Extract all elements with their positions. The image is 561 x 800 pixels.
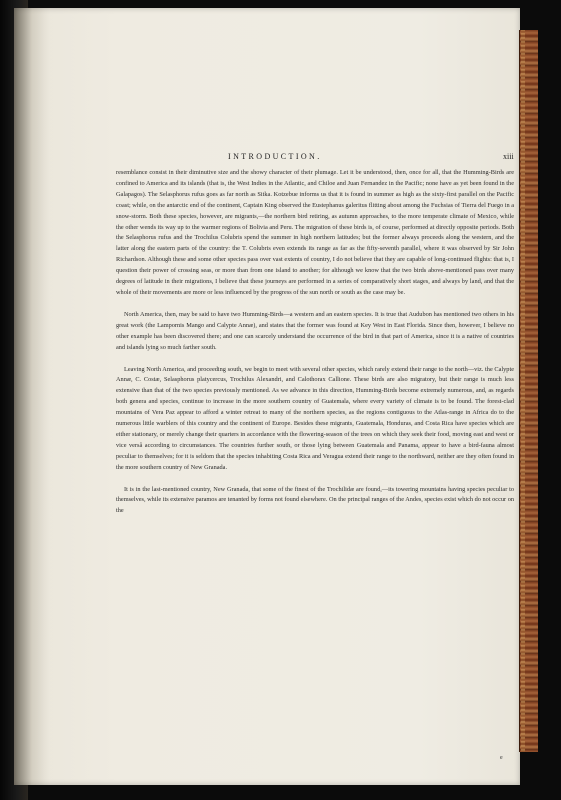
gilt-edge [521, 30, 525, 752]
paragraph: North America, then, may be said to have two Humming-Birds—a western and an eastern species. It is true that Audubon has mentioned two others in his great work (the Lampornis Mango and Calypte Annæ), and states that the former was found at Key West in East Florida. Since then, however, I believe no other example has been discovered there; and one can scarcely understand the occurrence of the bird in that part of America, since it is a native of countries and islands lying so much farther south. [116, 310, 514, 351]
page-gutter-shadow [14, 8, 50, 785]
paragraph: It is in the last-mentioned country, New Granada, that some of the finest of the Trochilidæ are found,—its towering mountains having species peculiar to themselves, while its extensive paramos are tenanted by forms not found elsewhere. On the principal ranges of the Andes, species exist which do not occur on the [116, 485, 514, 515]
running-header: INTRODUCTION. [228, 152, 322, 161]
paragraph: Leaving North America, and proceeding south, we begin to meet with several other species, which rarely extend their range to the north—viz. the Calypte Annæ, C. Costæ, Selasphorus platycercus, Trochilus Alexandri, and Calothorax Callione. These birds are also migratory, but their range is much less extensive than that of the two species previously mentioned. As we advance in this direction, Humming-Birds become extremely numerous, and, as regards both genera and species, continue to increase in the more southern country of Guatemala, where every variety of climate is to be found. The forest-clad mountains of Vera Paz appear to afford a winter retreat to many of the northern species, as the regions contiguous to the Atlas-range in Africa do to the numerous little warblers of this country and the continent of Europe. Besides these migrants, Guatemala, Honduras, and Costa Rica have species which are either stationary, or merely change their quarters in accordance with the flowering-season of the trees on which they seek their food, moving east and west or vice versâ according to circumstances. The countries further south, or those lying between Guatemala and Panama, appear to have a bird-fauna almost peculiar to themselves; for it is seldom that the species inhabiting Costa Rica and Veragua extend their range to the northward, neither are they often found in the more southern country of New Granada. [116, 365, 514, 471]
signature-mark: e [500, 755, 503, 761]
paragraph: resemblance consist in their diminutive size and the showy character of their plumage. Let it be understood, then, once for all, that the Humming-Birds are confined to America and its islands (that is, the West Indies in the Atlantic, and Chiloe and Juan Fernandez in the Pacific; none have as yet been found in the Galapagos). The Selasphorus rufus goes as far north as Sitka. Kotzebue informs us that it is found in summer as high as the sixty-first parallel on the Pacific coast; while, on the antarctic end of the continent, Captain King observed the Eustephanus galeritus flitting about among the Fuchsias of Tierra del Fuego in a snow-storm. Both these species, however, are migrants,—the northern bird retiring, as autumn approaches, to the more temperate climate of Mexico, while the other wends its way up to the warmer regions of Bolivia and Peru. The migration of these birds is, of course, performed at directly opposite periods. Both the Selasphorus rufus and the Trochilus Colubris spend the summer in high northern latitudes; but the former always proceeds along the western, and the latter along the eastern parts of the country: the T. Colubris even extends its range as far as the fifty-seventh parallel, where it was observed by Sir John Richardson. Although these and some other species pass over vast extents of country, I do not believe that they are capable of long-continued flights: that is, I question their power of crossing seas, or more than from one island to another; for although we know that the two birds above-mentioned pass over many degrees of latitude in their migrations, I believe that these journeys are performed in a series of comparatively short stages, and always by land, and that the whole of their movements are more or less influenced by the progress of the sun north or south as the case may be. [116, 169, 514, 296]
page-number: xiii [503, 152, 514, 161]
body-text [116, 168, 514, 517]
